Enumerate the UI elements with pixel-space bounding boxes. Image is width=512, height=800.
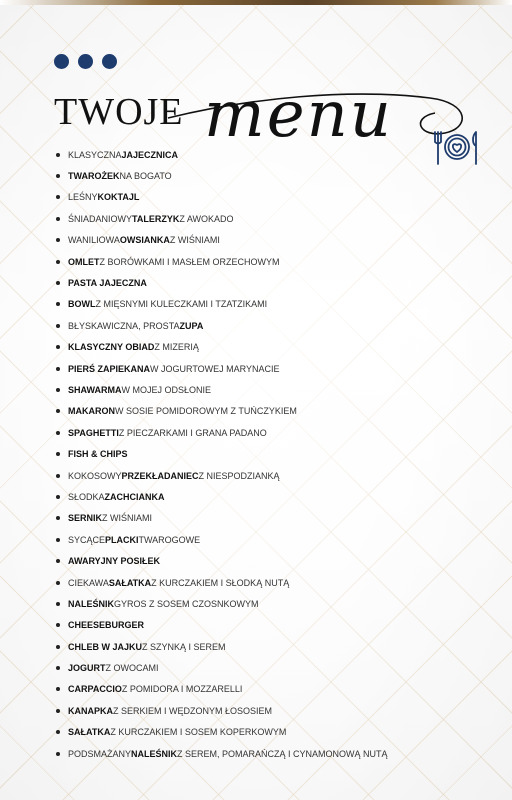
item-bold-text: BOWL: [68, 299, 96, 310]
bullet-icon: [56, 709, 60, 713]
list-item: [56, 700, 496, 721]
bullet-icon: [56, 260, 60, 264]
item-text: BŁYSKAWICZNA, PROSTA: [68, 320, 180, 331]
bullet-icon: [56, 581, 60, 585]
item-bold-text: KANAPKA: [68, 705, 113, 716]
item-text: PODSMAŻANY: [68, 748, 132, 759]
item-bold-text: AWARYJNY POSIŁEK: [68, 556, 161, 567]
item-text: Z MIĘSNYMI KULECZKAMI I TZATZIKAMI: [95, 299, 268, 310]
bullet-icon: [56, 302, 60, 306]
item-text: SYCĄCE: [68, 534, 106, 545]
item-bold-text: SHAWARMA: [68, 384, 122, 395]
item-text: Z KURCZAKIEM I SOSEM KOPERKOWYM: [110, 727, 287, 738]
list-item: [56, 529, 496, 550]
menu-list: [56, 144, 496, 764]
item-bold-text: CHEESEBURGER: [68, 620, 145, 631]
bullet-icon: [56, 495, 60, 499]
bullet-icon: [56, 474, 60, 478]
item-bold-text: CARPACCIO: [68, 684, 122, 695]
bullet-icon: [56, 431, 60, 435]
list-item: [56, 358, 496, 379]
list-item: [56, 315, 496, 336]
item-bold-text: TWAROŻEK: [68, 171, 120, 182]
item-text: Z SEREM, POMARAŃCZĄ I CYNAMONOWĄ NUTĄ: [177, 748, 388, 759]
bullet-icon: [56, 602, 60, 606]
list-item: [56, 208, 496, 229]
bullet-icon: [56, 752, 60, 756]
list-item: [56, 272, 496, 293]
item-bold-text: KLASYCZNY OBIAD: [68, 342, 155, 353]
list-item: [56, 508, 496, 529]
list-item: [56, 743, 496, 764]
bullet-icon: [56, 452, 60, 456]
title-script: menu: [204, 78, 393, 152]
item-text: Z KURCZAKIEM I SŁODKĄ NUTĄ: [151, 577, 290, 588]
item-text: KOKOSOWY: [68, 470, 122, 481]
bullet-icon: [56, 195, 60, 199]
item-bold-text: PASTA JAJECZNA: [68, 278, 147, 289]
item-bold-text: CHLEB W JAJKU: [68, 641, 143, 652]
item-bold-text: MAKARON: [68, 406, 115, 417]
item-bold-text: PIERŚ ZAPIEKANA: [68, 363, 151, 374]
dot: [78, 54, 93, 69]
item-text: Z POMIDORA I MOZZARELLI: [121, 684, 243, 695]
item-bold-text: KOKTAJL: [97, 192, 140, 203]
list-item: [56, 657, 496, 678]
bullet-icon: [56, 730, 60, 734]
item-text: W MOJEJ ODSŁONIE: [121, 384, 212, 395]
list-item: [56, 615, 496, 636]
item-bold-text: FISH & CHIPS: [68, 449, 128, 460]
list-item: [56, 636, 496, 657]
item-bold-text: JOGURT: [68, 663, 106, 674]
bullet-icon: [56, 345, 60, 349]
bullet-icon: [56, 409, 60, 413]
list-item: [56, 422, 496, 443]
item-text: Z WIŚNIAMI: [102, 513, 153, 524]
item-bold-text: NALEŚNIK: [131, 748, 178, 759]
list-item: [56, 165, 496, 186]
item-text: Z BORÓWKAMI I MASŁEM ORZECHOWYM: [99, 256, 280, 267]
item-text: W JOGURTOWEJ MARYNACIE: [150, 363, 280, 374]
item-bold-text: SAŁATKA: [68, 727, 111, 738]
list-item: [56, 251, 496, 272]
bullet-icon: [56, 388, 60, 392]
item-text: Z NIESPODZIANKĄ: [198, 470, 280, 481]
item-text: Z SERKIEM I WĘDZONYM ŁOSOSIEM: [113, 705, 273, 716]
bullet-icon: [56, 687, 60, 691]
item-text: ŚNIADANIOWY: [68, 213, 133, 224]
item-bold-text: NALEŚNIK: [68, 598, 115, 609]
item-bold-text: PRZEKŁADANIEC: [121, 470, 199, 481]
title-word: TWOJE: [54, 91, 184, 133]
list-item: [56, 379, 496, 400]
list-item: [56, 443, 496, 464]
list-item: [56, 722, 496, 743]
item-text: GYROS Z SOSEM CZOSNKOWYM: [114, 598, 259, 609]
bullet-icon: [56, 516, 60, 520]
item-bold-text: OMLET: [68, 256, 100, 267]
bullet-icon: [56, 645, 60, 649]
item-text: TWAROGOWE: [138, 534, 201, 545]
item-text: Z OWOCAMI: [105, 663, 159, 674]
list-item: [56, 230, 496, 251]
list-item: [56, 187, 496, 208]
bullet-icon: [56, 281, 60, 285]
list-item: [56, 294, 496, 315]
swash-decoration: [50, 78, 490, 148]
list-item: [56, 465, 496, 486]
bullet-icon: [56, 666, 60, 670]
list-item: [56, 486, 496, 507]
dot: [54, 54, 69, 69]
bullet-icon: [56, 238, 60, 242]
item-bold-text: OWSIANKA: [119, 235, 170, 246]
item-bold-text: SERNIK: [68, 513, 103, 524]
item-bold-text: SAŁATKA: [108, 577, 152, 588]
bullet-icon: [56, 623, 60, 627]
item-bold-text: PLACKI: [105, 534, 139, 545]
bullet-icon: [56, 559, 60, 563]
item-bold-text: ZACHCIANKA: [104, 491, 165, 502]
list-item: [56, 572, 496, 593]
item-text: KLASYCZNA: [68, 149, 122, 160]
item-bold-text: SPAGHETTI: [68, 427, 119, 438]
list-item: [56, 593, 496, 614]
item-text: Z PIECZARKAMI I GRANA PADANO: [118, 427, 267, 438]
dot: [102, 54, 117, 69]
item-text: Z SZYNKĄ I SEREM: [142, 641, 226, 652]
item-text: Z MIZERIĄ: [154, 342, 199, 353]
item-text: WANILIOWA: [68, 235, 120, 246]
item-text: CIEKAWA: [68, 577, 109, 588]
item-text: LEŚNY: [68, 192, 98, 203]
item-bold-text: ZUPA: [179, 320, 204, 331]
item-text: SŁODKA: [68, 491, 105, 502]
list-item: [56, 337, 496, 358]
bullet-icon: [56, 153, 60, 157]
bullet-icon: [56, 538, 60, 542]
item-text: NA BOGATO: [119, 171, 172, 182]
item-text: Z WIŚNIAMI: [169, 235, 220, 246]
list-item: [56, 401, 496, 422]
bullet-icon: [56, 217, 60, 221]
bullet-icon: [56, 174, 60, 178]
item-bold-text: JAJECZNICA: [121, 149, 179, 160]
top-gold-bar: [0, 0, 512, 5]
list-item: [56, 144, 496, 165]
list-item: [56, 550, 496, 571]
three-dots-icon: [54, 54, 117, 69]
bullet-icon: [56, 324, 60, 328]
list-item: [56, 679, 496, 700]
bullet-icon: [56, 367, 60, 371]
item-text: W SOSIE POMIDOROWYM Z TUŃCZYKIEM: [115, 406, 297, 417]
item-text: Z AWOKADO: [179, 213, 234, 224]
item-bold-text: TALERZYK: [132, 213, 180, 224]
